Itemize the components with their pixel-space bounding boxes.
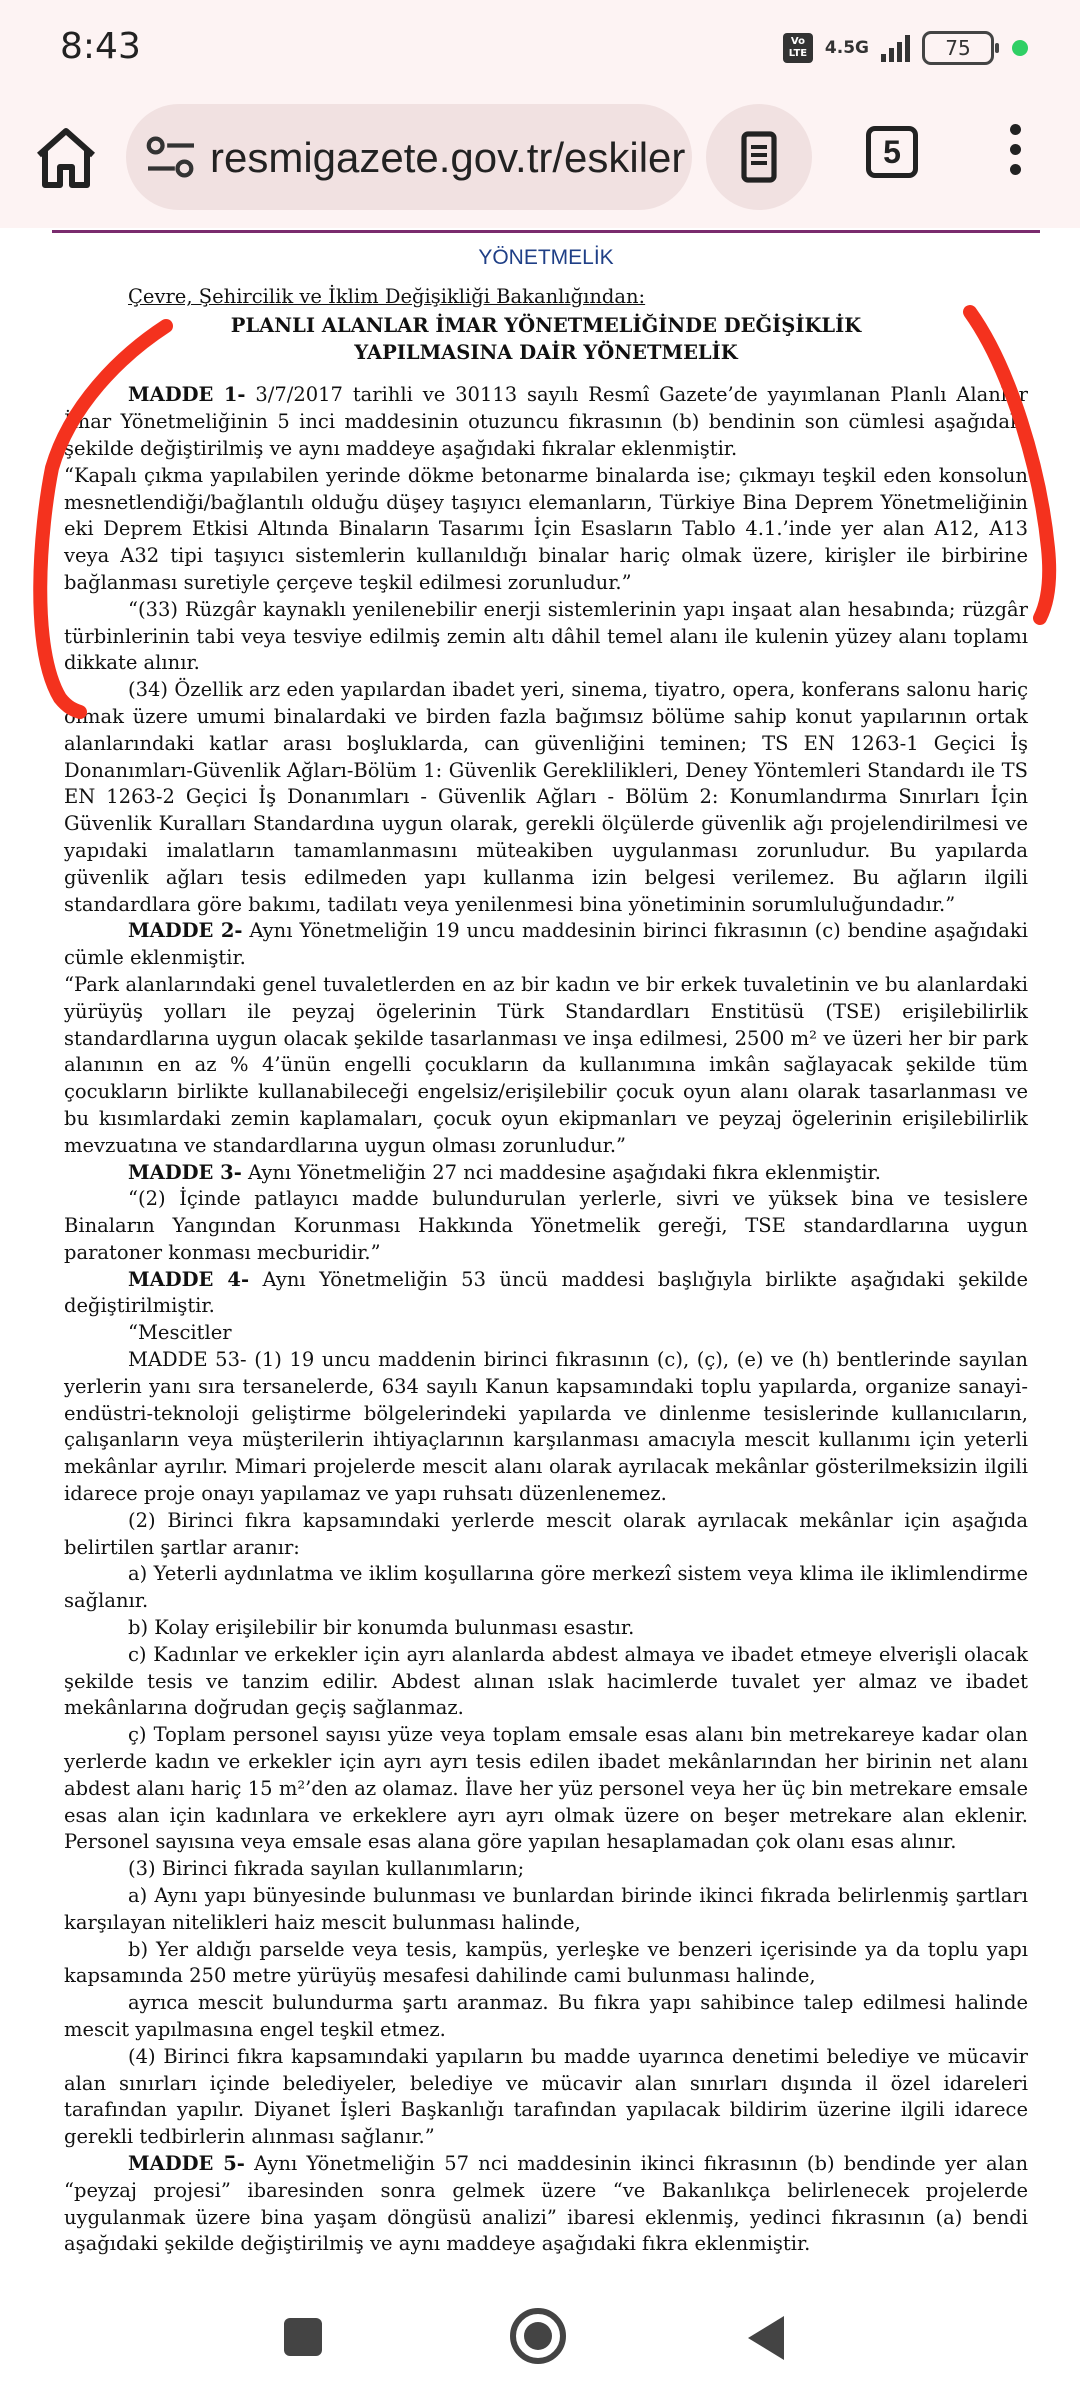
home-button[interactable] [30, 122, 102, 194]
url-text[interactable]: resmigazete.gov.tr/eskiler [210, 134, 686, 181]
article-label: MADDE 2- [128, 919, 243, 943]
more-vert-icon[interactable] [1000, 124, 1030, 184]
privacy-indicator-icon [1012, 40, 1028, 56]
article-4-item-cc: ç) Toplam personel sayısı yüze veya toplam emsale esas alanı bin metrekareye kadar olan yerlerde kadın ve erkekler için ayrı ayrı tesis edilen ibadet mekânlarından her birinin net alanı abdest alanı hariç 15 m²’den az olamaz. İlave her yüz personel veya her üç bin metrekare emsale esas alan için kadınlara ve erkeklere ayrı ayrı olmak üzere on beşer metrekare alan eklenir. Personel sayısına veya emsale esas alana göre yapılan hesaplamadan çok olanı esas alınır. [64, 1723, 1028, 1854]
article-4: MADDE 4- Aynı Yönetmeliğin 53 üncü maddesi başlığıyla birlikte aşağıdaki şekilde değiştirilmiştir. [64, 1267, 1028, 1318]
article-1-quote-2: “(33) Rüzgâr kaynaklı yenilenebilir enerji sistemlerinin yapı inşaat alan hesabında; rüzgâr türbinlerinin tabi veya tesviye edilmiş zemin altı dâhil temel alanı ile kulenin yüzey alanı toplamı dikkate alınır. [64, 597, 1028, 675]
article-1-quote-3: (34) Özellik arz eden yapılardan ibadet yeri, sinema, tiyatro, opera, konferans salonu hariç olmak üzere umumi binalardaki ve birden fazla bağımsız bölüme sahip konut yapılarının ortak alanlarındaki katlar arası boşluklarda, can güvenliğini teminen; TS EN 1263-1 Geçici İş Donanımları-Güvenlik Ağları-Bölüm 1: Güvenlik Gereklilikleri, Deney Yöntemleri Standardı ile TS EN 1263-2 Geçici İş Donanımları - Güvenlik Ağları - Bölüm 2: Konumlandırma Sınırları İçin Güvenlik Kuralları Standardına uygun olarak, gerekli ölçülerde güvenlik ağı projelendirilmesi ve yapıdaki imalatların tamamlanmasını müteakiben uygulanması zorunludur. Bu yapılarda güvenlik ağları tesis edilmeden yapı kullanma izin belgesi verilemez. Bu ağların ilgili standardlara göre bakımı, tadilatı veya yenilenmesi bina yönetiminin sorumluluğundadır.” [64, 678, 1028, 916]
document-view[interactable] [0, 228, 1080, 2280]
regulation-title-line1: PLANLI ALANLAR İMAR YÖNETMELİĞİNDE DEĞİŞİKLİK [230, 313, 862, 337]
article-1-quote-1: “Kapalı çıkma yapılabilen yerinde dökme betonarme binalarda ise; çıkmayı teşkil eden konsolun mesnetlendiği/bağlantılı olduğu düşey taşıyıcı elemanların, Türkiye Bina Deprem Yönetmeliğinin eki Deprem Etkisi Altında Binaların Tasarımı İçin Esasların Tablo 4.1.’inde yer alan A12, A13 veya A32 tipi taşıyıcı sistemlerin kullanıldığı binalar hariç olmak üzere, kirişler ile birbirine bağlanması suretiyle çerçeve teşkil edilmesi zorunludur.” [64, 463, 1028, 594]
network-type: 4.5G [824, 38, 869, 58]
back-icon[interactable] [748, 2316, 784, 2360]
system-nav-bar [0, 2280, 1080, 2400]
article-5: MADDE 5- Aynı Yönetmeliğin 57 nci maddesinin ikinci fıkrasının (b) bendinde yer alan “peyzaj projesi” ibaresinden sonra gelmek üzere “ve Bakanlıkça belirlenecek projelerde uygulanmak üzere bina yaşam döngüsü analizi” ibaresi eklenmiş, yedinci fıkrasının (a) bendi aşağıdaki şekilde değiştirilmiş ve aynı maddeye aşağıdaki fıkra eklenmiştir. [64, 2151, 1029, 2256]
recents-icon[interactable] [284, 2318, 322, 2356]
article-2: MADDE 2- Aynı Yönetmeliğin 19 uncu maddesinin birinci fıkrasının (c) bendine aşağıdaki cümle eklenmiştir. [64, 919, 1028, 970]
article-1: MADDE 1- 3/7/2017 tarihli ve 30113 sayılı Resmî Gazete’de yayımlanan Planlı Alanlar İmar Yönetmeliğinin 5 inci maddesinin otuzuncu fıkrasının (b) bendinin son cümlesi aşağıdaki şekilde değiştirilmiş ve aynı maddeye aşağıdaki fıkralar eklenmiştir. [64, 383, 1028, 460]
tab-switcher-icon[interactable]: 5 [866, 126, 918, 178]
browser-toolbar [0, 96, 1080, 228]
volte-icon: Vo LTE [783, 33, 813, 63]
article-3: MADDE 3- Aynı Yönetmeliğin 27 nci maddesine aşağıdaki fıkra eklenmiştir. [128, 1160, 881, 1184]
site-settings-icon[interactable] [146, 134, 196, 180]
home-icon [30, 122, 102, 194]
article-3-quote: “(2) İçinde patlayıcı madde bulundurulan yerlerle, sivri ve yüksek bina ve tesislere Binaların Yangından Korunması Hakkında Yönetmelik gereği, TSE standardlarına uygun paratoner konması mecburidir.” [64, 1187, 1028, 1264]
regulation-text [64, 284, 1028, 2258]
status-bar [0, 0, 1080, 96]
article-label: MADDE 5- [128, 2151, 245, 2175]
article-4-para-4: (4) Birinci fıkra kapsamındaki yapıların bu madde uyarınca denetimi belediye ve mücavir alan sınırları içinde belediyeler, belediye ve mücavir alan sınırları dışında il özel idareleri tarafından yapılır. Diyanet İşleri Başkanlığı tarafından yapılacak bildirim üzerine ilgili idarece gerekli tedbirlerin alınması sağlanır.” [64, 2044, 1028, 2149]
article-label: MADDE 1- [128, 383, 246, 407]
article-4-para-3a: a) Aynı yapı bünyesinde bulunması ve bunlardan birinde ikinci fıkrada belirlenmiş şartları karşılayan nitelikleri haiz mescit bulunması halinde, [64, 1884, 1028, 1934]
battery-icon: 75 [922, 31, 994, 65]
divider [52, 230, 1040, 233]
article-4-item-c: c) Kadınlar ve erkekler için ayrı alanlarda abdest almaya ve ibadet etmeye elverişli olacak şekilde tesis ve tanzim edilir. Abdest alınan ıslak hacimlerde tuvalet yer almaz ve ibadet mekânlarına doğrudan geçiş sağlanmaz. [64, 1642, 1028, 1720]
reader-mode-button[interactable] [706, 104, 812, 210]
article-label: MADDE 3- [128, 1160, 242, 1184]
article-4-item-a: a) Yeterli aydınlatma ve iklim koşullarına göre merkezî sistem veya klima ile iklimlendirme sağlanır. [64, 1562, 1028, 1613]
article-4-para-1: MADDE 53- (1) 19 uncu maddenin birinci fıkrasının (c), (ç), (e) ve (h) bentlerinde sayılan yerlerin yanı sıra tersanelerde, 634 sayılı Kanun kapsamındaki toplu yapılarda, organize sanayi-endüstri-teknoloji geliştirme bölgelerindeki yapılarda ve dinlenme tesislerinde kullanıcıların, çalışanların veya müşterilerin ihtiyaçlarının karşılanması amacıyla mescit kullanımı için yeterli mekânlar ayrılır. Mimari projelerde mescit alanı olarak ayrılacak mekânlar gösterilmeksizin ilgili idarece proje onayı yapılamaz ve yapı ruhsatı düzenlenemez. [64, 1348, 1028, 1506]
ministry-line: Çevre, Şehircilik ve İklim Değişikliği Bakanlığından: [128, 285, 646, 308]
signal-icon [881, 34, 910, 62]
article-2-quote: “Park alanlarındaki genel tuvaletlerden en az bir kadın ve bir erkek tuvaletinin ve bu alanlardaki yürüyüş yolları ile peyzaj ögelerinin Türk Standardları Enstitüsü (TSE) erişilebilirlik standardlarına uygun olacak şekilde tasarlanması ve inşa edilmesi, 2500 m² ve üzeri her bir park alanının en az % 4’ünün engelli çocukların da kullanımına imkân sağlayacak şekilde tüm çocukların birlikte kullanabileceği engelsiz/erişilebilir çocuk oyun alanı olarak tasarlanması ve bu kısımlardaki zemin kaplamaları, çocuk oyun ekipmanları ve peyzaj ögelerinin erişilebilirlik mevzuatına ve standardlarına uygun olması zorunludur.” [64, 972, 1028, 1157]
section-title: YÖNETMELİK [478, 246, 614, 269]
reader-mode-icon [741, 131, 777, 183]
nav-home-icon[interactable] [510, 2308, 566, 2364]
address-bar[interactable] [126, 104, 692, 210]
article-4-item-b: b) Kolay erişilebilir bir konumda bulunması esastır. [128, 1616, 635, 1640]
article-4-para-3b: b) Yer aldığı parselde veya tesis, kampüs, yerleşke ve benzeri içerisinde ya da toplu yapı kapsamında 250 metre yürüyüş mesafesi dahilinde cami bulunması halinde, [64, 1937, 1028, 1988]
article-label: MADDE 4- [128, 1267, 250, 1291]
article-4-para-2: (2) Birinci fıkra kapsamındaki yerlerde mescit olarak ayrılacak mekânlar için aşağıda belirtilen şartlar aranır: [64, 1508, 1028, 1559]
article-4-heading: “Mescitler [128, 1321, 232, 1345]
status-icons [783, 30, 1028, 66]
article-4-para-3c: ayrıca mescit bulundurma şartı aranmaz. Bu fıkra yapı sahibince talep edilmesi halinde mescit yapılmasına engel teşkil etmez. [64, 1991, 1028, 2041]
clock: 8:43 [60, 26, 141, 67]
article-4-para-3: (3) Birinci fıkrada sayılan kullanımların; [128, 1857, 525, 1881]
regulation-title-line2: YAPILMASINA DAİR YÖNETMELİK [354, 340, 738, 364]
